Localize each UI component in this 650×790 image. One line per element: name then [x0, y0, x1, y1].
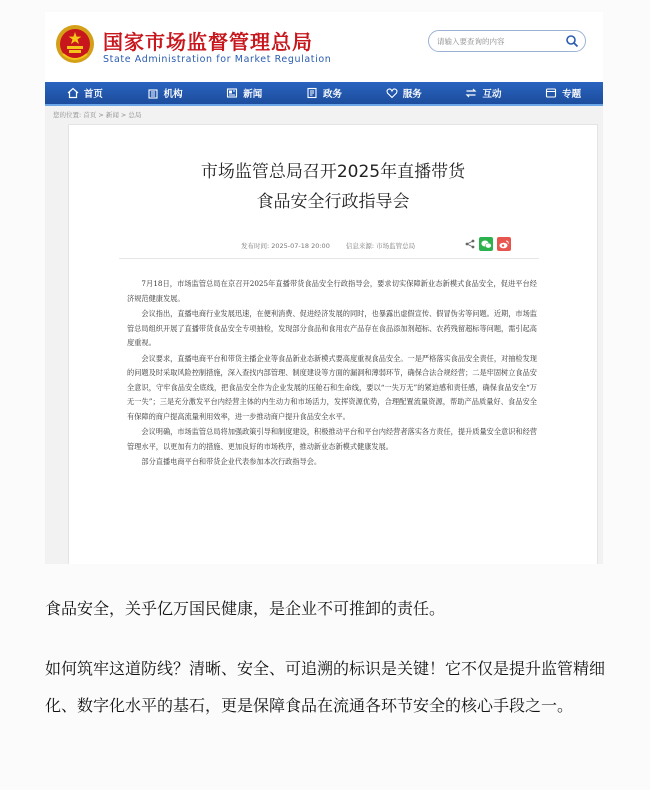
nav-label: 新闻 [243, 89, 263, 100]
share-bar [465, 237, 511, 251]
article-card [68, 124, 598, 564]
article-paragraph: 会议指出，直播电商行业发展迅速，在便利消费、促进经济发展的同时，也暴露出虚假宣传、假冒伪劣等问题。近期，市场监管总局组织开展了直播带货食品安全专项抽检，发现部分食品和食用农产品存在食品添加剂超标、农药残留超标等问题，需引起高度重视。 [127, 309, 537, 347]
wechat-icon[interactable] [479, 237, 493, 251]
news-icon [226, 87, 238, 99]
publish-time: 发布时间: 2025-07-18 20:00 [241, 242, 330, 250]
article-paragraph: 7月18日，市场监管总局在京召开2025年直播带货食品安全行政指导会，要求切实保障新业态新模式食品安全，促进平台经济规范健康发展。 [127, 279, 537, 303]
interaction-icon [465, 87, 477, 99]
nav-label: 机构 [163, 89, 183, 100]
topic-icon [545, 87, 557, 99]
nav-label: 专题 [562, 89, 582, 100]
nav-item-government-affairs[interactable] [284, 82, 364, 104]
info-source: 信息来源: 市场监管总局 [345, 242, 416, 250]
commentary-paragraph: 如何筑牢这道防线？清晰、安全、可追溯的标识是关键！它不仅是提升监管精细化、数字化水平的基石，更是保障食品在流通各环节安全的核心手段之一。 [45, 659, 606, 715]
nav-item-service[interactable] [364, 82, 444, 104]
main-navigation [45, 82, 603, 106]
article-title-line-1: 市场监管总局召开2025年直播带货 [200, 162, 466, 182]
nav-label: 首页 [83, 89, 103, 100]
nav-item-topic[interactable] [523, 82, 603, 104]
nav-item-home[interactable] [45, 82, 125, 104]
search-icon[interactable] [565, 34, 579, 48]
article-paragraph: 会议明确，市场监管总局将加强政策引导和制度建设，积极推动平台和平台内经营者落实各方责任，提升质量安全意识和经营管理水平，以更加有力的措施、更加良好的市场秩序，推动新业态新模式健康发展。 [127, 427, 537, 451]
breadcrumb[interactable]: 您的位置: 首页 > 新闻 > 总局 [53, 111, 142, 119]
national-emblem-icon [55, 24, 95, 64]
nav-label: 互动 [482, 89, 502, 100]
nav-label: 政务 [323, 89, 343, 100]
article-paragraph: 会议要求，直播电商平台和带货主播企业等食品新业态新模式要高度重视食品安全。一是严格落实食品安全责任，对抽检发现的问题及时采取风险控制措施，深入查找内部管理、制度建设等方面的漏洞和薄弱环节，确保合法合规经营；二是牢固树立食品安全意识，守牢食品安全底线，把食品安全作为企业发展的压舱石和生命线，要以“一失万无”的紧迫感和责任感，确保食品安全“万无一失”；三是充分激发平台内经营主体的内生动力和市场活力，发挥资源优势，合理配置流量资源，帮助产品质量好、食品安全有保障的商户提高流量利用效率，进一步推动商户提升食品安全水平。 [127, 353, 537, 421]
home-icon [67, 87, 79, 99]
search-input[interactable] [437, 33, 555, 49]
service-icon [386, 87, 398, 99]
share-icon[interactable] [465, 239, 475, 249]
article-title [69, 157, 597, 217]
nav-item-news[interactable] [204, 82, 284, 104]
search-box [428, 30, 586, 52]
article-meta [241, 241, 429, 250]
nav-item-organization[interactable] [125, 82, 205, 104]
site-header [45, 12, 603, 82]
site-name-chinese[interactable]: 国家市场监督管理总局 [103, 30, 313, 54]
website-screenshot [45, 12, 603, 564]
nav-label: 服务 [402, 89, 422, 100]
government-affairs-icon [306, 87, 318, 99]
organization-icon [147, 87, 159, 99]
article-paragraph: 部分直播电商平台和带货企业代表参加本次行政指导会。 [141, 457, 322, 466]
nav-item-interaction[interactable] [444, 82, 524, 104]
site-name-english: State Administration for Market Regulation [103, 54, 332, 65]
meta-divider [119, 258, 539, 259]
article-body [127, 277, 537, 471]
article-title-line-2: 食品安全行政指导会 [256, 192, 410, 212]
weibo-icon[interactable] [497, 237, 511, 251]
caption-text: 食品安全，关乎亿万国民健康，是企业不可推卸的责任。 [45, 599, 446, 618]
